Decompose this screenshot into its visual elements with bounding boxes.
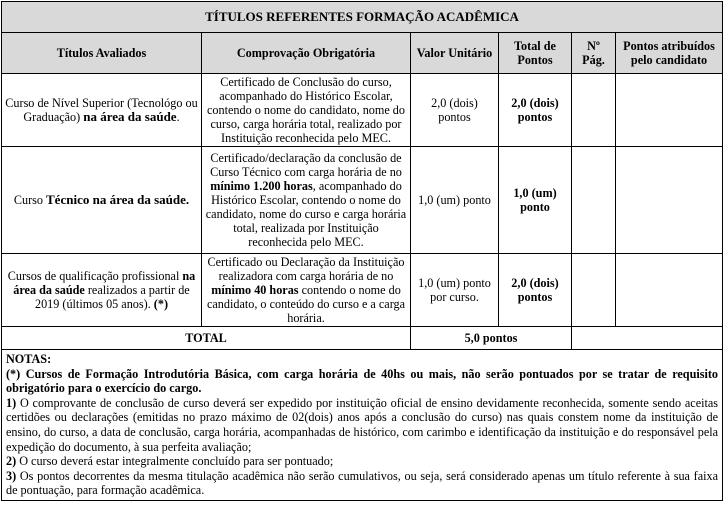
row1-titulo-bold: na área da saúde bbox=[83, 109, 177, 124]
row3-titulo-text: Cursos de qualificação profissional bbox=[7, 269, 180, 283]
header-titulos: Títulos Avaliados bbox=[2, 33, 202, 74]
formacao-academica-table bbox=[1, 1, 723, 501]
row3-pag-cell[interactable] bbox=[572, 254, 616, 327]
notes-heading: NOTAS: bbox=[6, 352, 52, 366]
table-row bbox=[2, 254, 723, 327]
row3-total bbox=[499, 254, 572, 327]
row1-pontos-cell[interactable] bbox=[616, 74, 723, 147]
row2-total bbox=[499, 147, 572, 254]
note-3-num: 3) bbox=[6, 468, 17, 483]
total-label: TOTAL bbox=[2, 327, 411, 350]
row3-comprovacao bbox=[202, 254, 411, 327]
note-2-text: O curso deverá estar integralmente concluído para ser pontuado; bbox=[19, 454, 334, 469]
note-1 bbox=[6, 396, 718, 454]
row3-comprovacao-c: contendo o nome do candidato, o conteúdo do curso e a carga horária. bbox=[206, 283, 406, 325]
row2-comprovacao-a: Certificado/declaração da conclusão de Curso Técnico com carga horária de no bbox=[210, 151, 402, 179]
row2-comprovacao-c: , acompanhado do Histórico Escolar, contendo o nome do candidato, nome do curso e carga horária total, realizada por Instituição reconhecida pelo MEC. bbox=[205, 179, 407, 249]
notes-star: (*) Cursos de Formação Introdutória Básica, com carga horária de 40hs ou mais, não serão pontuados por se tratar de requisito obrigatório para o exercício do cargo. bbox=[6, 366, 719, 396]
row3-valor: 1,0 (um) ponto por curso. bbox=[411, 254, 499, 327]
note-1-num: 1) bbox=[6, 395, 17, 410]
row2-total-text: 1,0 (um) ponto bbox=[513, 186, 557, 214]
row2-valor: 1,0 (um) ponto bbox=[411, 147, 499, 254]
row3-titulo bbox=[2, 254, 202, 327]
row1-comprovacao: Certificado de Conclusão do curso, acompanhado do Histórico Escolar, contendo o nome do candidato, nome do curso, carga horária total, realizado por Instituição reconhecida pelo MEC. bbox=[202, 74, 411, 147]
note-2 bbox=[6, 454, 718, 469]
header-valor: Valor Unitário bbox=[411, 33, 499, 74]
note-1-text: O comprovante de conclusão de curso deverá ser expedido por instituição oficial de ensino devidamente reconhecida, somente sendo aceitas certidões ou declarações (emitidas no prazo máximo de 02(dois) anos após a conclusão do curso) nas quais constem nome da instituição de ensino, do curso, a data de conclusão, carga horária, acompanhadas de histórico, com carimbo e identificação da instituição e do responsável pela expedição do documento, à sua perfeita avaliação; bbox=[6, 395, 719, 454]
row1-valor: 2,0 (dois) pontos bbox=[411, 74, 499, 147]
row3-titulo-bold: na área da saúde bbox=[13, 269, 196, 297]
row3-titulo-c: realizados a partir de 2019 (últimos 05 anos). bbox=[34, 283, 190, 311]
table-row bbox=[2, 74, 723, 147]
total-value: 5,0 pontos bbox=[411, 327, 572, 350]
header-pontos: Pontos atribuídos pelo candidato bbox=[616, 33, 723, 74]
total-row bbox=[2, 327, 723, 350]
row3-comprovacao-a: Certificado ou Declaração da Instituição realizadora com carga horária de no bbox=[207, 255, 405, 283]
row1-pag-cell[interactable] bbox=[572, 74, 616, 147]
notes-row bbox=[2, 350, 723, 501]
row1-titulo-text: Curso de Nível Superior (Tecnológo ou Graduação) bbox=[5, 96, 198, 124]
row3-comprovacao-bold: mínimo 40 horas bbox=[211, 283, 299, 297]
header-row bbox=[2, 33, 723, 74]
note-3 bbox=[6, 469, 718, 498]
header-pag: Nº Pág. bbox=[572, 33, 616, 74]
row3-total-text: 2,0 (dois) pontos bbox=[511, 276, 559, 304]
table-row bbox=[2, 147, 723, 254]
note-2-num: 2) bbox=[6, 454, 17, 469]
row2-pontos-cell[interactable] bbox=[616, 147, 723, 254]
row2-comprovacao-bold: mínimo 1.200 horas bbox=[210, 179, 313, 193]
row1-total bbox=[499, 74, 572, 147]
formacao-academica-table-wrapper bbox=[1, 1, 722, 501]
row3-pontos-cell[interactable] bbox=[616, 254, 723, 327]
row2-titulo-text: Curso bbox=[13, 193, 43, 207]
note-3-text: Os pontos decorrentes da mesma titulação acadêmica não serão cumulativos, ou seja, será considerado apenas um título referente à sua faixa de pontuação, para formação acadêmica. bbox=[6, 468, 719, 498]
row1-titulo-end: . bbox=[176, 110, 180, 124]
row2-titulo bbox=[2, 147, 202, 254]
row2-titulo-bold: Técnico na área da saúde. bbox=[46, 192, 190, 207]
total-empty-cell bbox=[572, 327, 723, 350]
notes-cell bbox=[2, 350, 723, 501]
row1-titulo bbox=[2, 74, 202, 147]
header-total: Total de Pontos bbox=[499, 33, 572, 74]
row2-pag-cell[interactable] bbox=[572, 147, 616, 254]
row2-comprovacao bbox=[202, 147, 411, 254]
table-title: TÍTULOS REFERENTES FORMAÇÃO ACADÊMICA bbox=[2, 2, 723, 33]
header-comprovacao: Comprovação Obrigatória bbox=[202, 33, 411, 74]
row3-titulo-star: (*) bbox=[153, 297, 169, 311]
row1-total-text: 2,0 (dois) pontos bbox=[511, 96, 559, 124]
table-title-row bbox=[2, 2, 723, 33]
